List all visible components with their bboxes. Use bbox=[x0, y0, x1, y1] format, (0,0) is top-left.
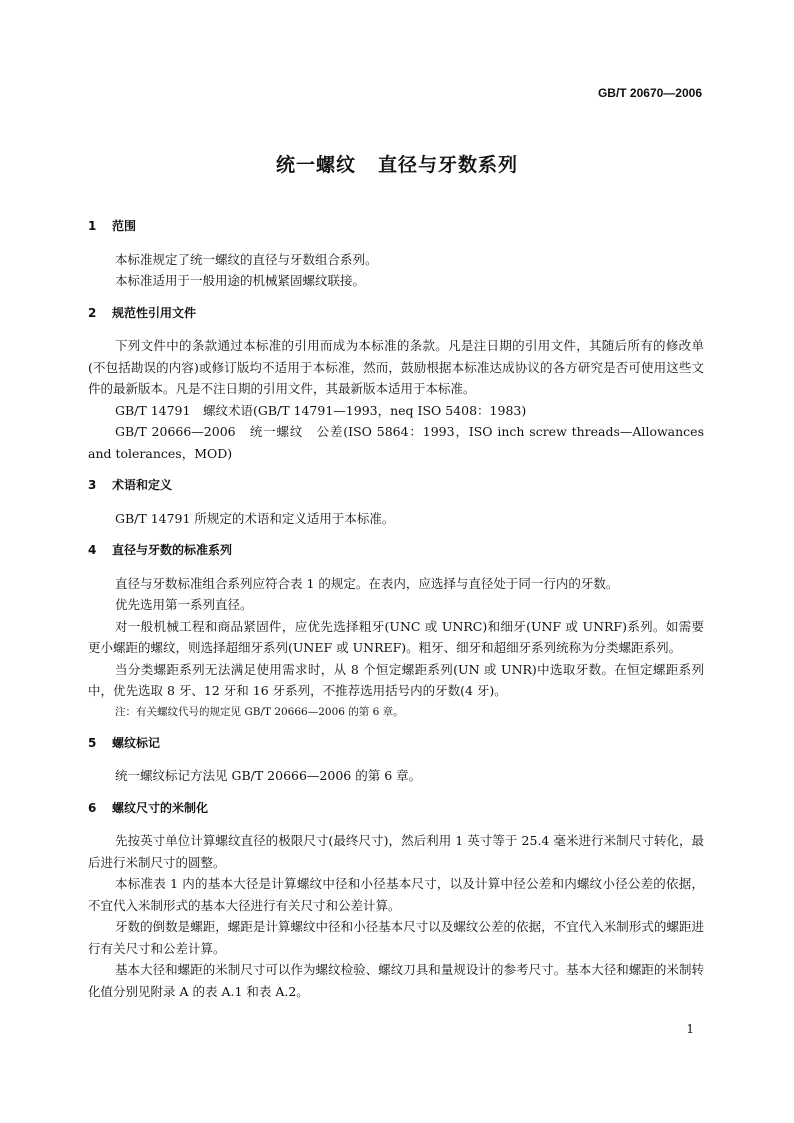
section-number: 4 bbox=[88, 543, 97, 557]
title-part-1: 统一螺纹 bbox=[275, 154, 356, 176]
section-title: 规范性引用文件 bbox=[112, 305, 197, 320]
section-number: 3 bbox=[88, 478, 97, 492]
page-number: 1 bbox=[686, 1022, 694, 1036]
paragraph: 本标准表 1 内的基本大径是计算螺纹中径和小径基本尺寸，以及计算中径公差和内螺纹小径公差的依据，不宜代入米制形式的基本大径进行有关尺寸和公差计算。 bbox=[88, 876, 704, 913]
document-body bbox=[88, 216, 704, 1002]
section-title: 范围 bbox=[112, 219, 137, 233]
paragraph: 统一螺纹标记方法见 GB/T 20666—2006 的第 6 章。 bbox=[115, 768, 422, 783]
section-number: 5 bbox=[88, 735, 97, 750]
section-heading-6 bbox=[88, 798, 704, 820]
section-title: 螺纹标记 bbox=[112, 735, 161, 750]
paragraph: 先按英寸单位计算螺纹直径的极限尺寸(最终尺寸)，然后利用 1 英寸等于 25.4 毫米进行米制尺寸转化，最后进行米制尺寸的圆整。 bbox=[88, 833, 704, 870]
section-heading-5 bbox=[88, 733, 704, 755]
section-number: 2 bbox=[88, 305, 97, 320]
paragraph: 基本大径和螺距的米制尺寸可以作为螺纹检验、螺纹刀具和量规设计的参考尺寸。基本大径和螺距的米制转化值分别见附录 A 的表 A.1 和表 A.2。 bbox=[88, 962, 704, 999]
paragraph: 对一般机械工程和商品紧固件，应优先选择粗牙(UNC 或 UNRC)和细牙(UNF 或 UNRF)系列。如需要更小螺距的螺纹，则选择超细牙系列(UNEF 或 UNREF)。粗牙、细牙和超细牙系列统称为分类螺距系列。 bbox=[88, 618, 704, 655]
normative-reference: GB/T 20666—2006 统一螺纹 公差(ISO 5864：1993，ISO inch screw threads—Allowances and tolerances，MOD) bbox=[88, 424, 704, 461]
section-title: 术语和定义 bbox=[112, 478, 173, 492]
paragraph: 下列文件中的条款通过本标准的引用而成为本标准的条款。凡是注日期的引用文件，其随后所有的修改单(不包括勘误的内容)或修订版均不适用于本标准，然而，鼓励根据本标准达成协议的各方研究是否可使用这些文件的最新版本。凡是不注日期的引用文件，其最新版本适用于本标准。 bbox=[88, 338, 704, 396]
section-heading-4 bbox=[88, 540, 704, 562]
standard-number: GB/T 20670—2006 bbox=[597, 86, 702, 100]
note: 注：有关螺纹代号的规定见 GB/T 20666—2006 的第 6 章。 bbox=[115, 705, 404, 718]
normative-reference: GB/T 14791 螺纹术语(GB/T 14791—1993，neq ISO 5408：1983) bbox=[115, 402, 527, 418]
paragraph: 直径与牙数标准组合系列应符合表 1 的规定。在表内，应选择与直径处于同一行内的牙数。 bbox=[115, 575, 619, 591]
section-heading-3 bbox=[88, 475, 704, 497]
section-heading-2 bbox=[88, 303, 704, 325]
section-title: 螺纹尺寸的米制化 bbox=[112, 800, 209, 815]
paragraph: 本标准规定了统一螺纹的直径与牙数组合系列。 bbox=[115, 251, 378, 267]
section-heading-1 bbox=[88, 216, 704, 238]
paragraph: 优先选用第一系列直径。 bbox=[115, 597, 253, 612]
section-number: 6 bbox=[88, 800, 97, 815]
paragraph: GB/T 14791 所规定的术语和定义适用于本标准。 bbox=[115, 510, 395, 526]
paragraph: 本标准适用于一般用途的机械紧固螺纹联接。 bbox=[115, 273, 366, 288]
section-number: 1 bbox=[88, 219, 97, 233]
paragraph: 牙数的倒数是螺距，螺距是计算螺纹中径和小径基本尺寸以及螺纹公差的依据，不宜代入米制形式的螺距进行有关尺寸和公差计算。 bbox=[88, 919, 704, 956]
title-part-2: 直径与牙数系列 bbox=[378, 154, 519, 176]
paragraph: 当分类螺距系列无法满足使用需求时，从 8 个恒定螺距系列(UN 或 UNR)中选取牙数。在恒定螺距系列中，优先选取 8 牙、12 牙和 16 牙系列，不推荐选用括号内的牙数(4 牙)。 bbox=[88, 661, 704, 698]
document-title bbox=[0, 150, 794, 177]
section-title: 直径与牙数的标准系列 bbox=[112, 543, 233, 557]
